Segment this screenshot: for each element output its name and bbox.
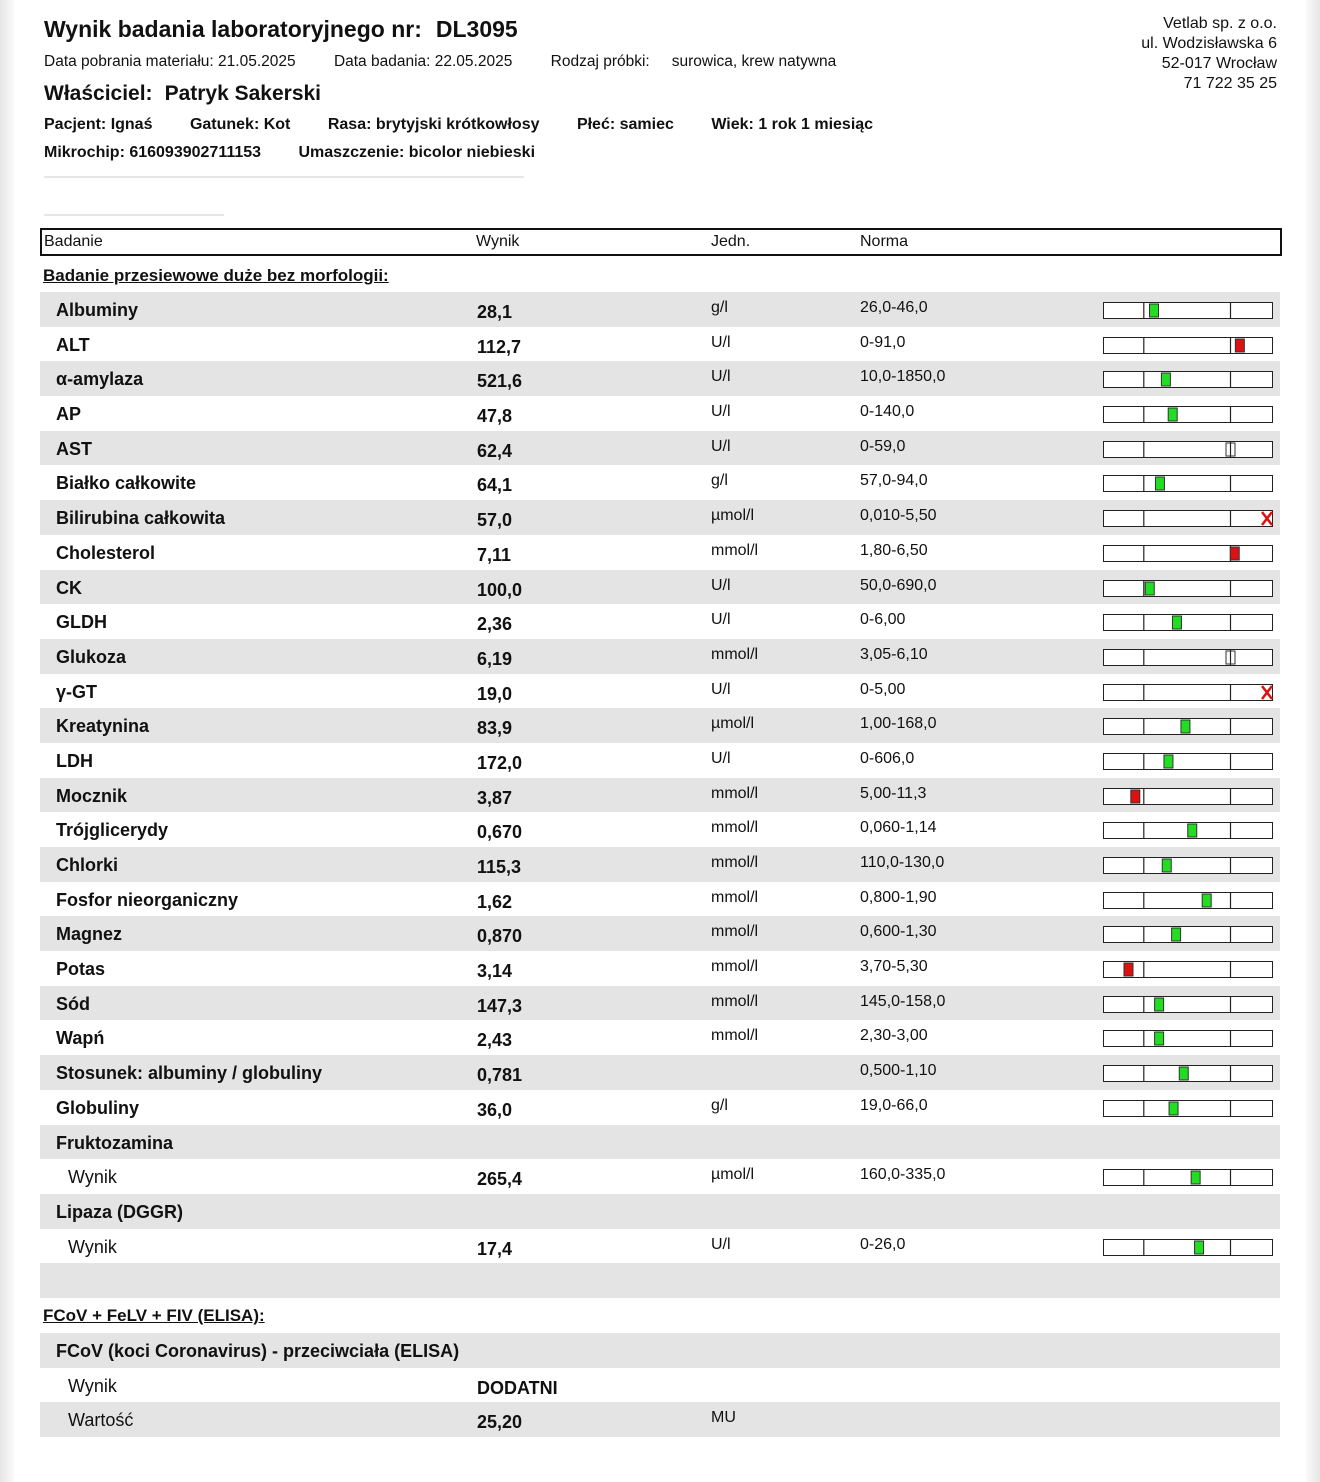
test-name: Albuminy [56,300,139,320]
column-unit: Jedn. [711,233,751,250]
test-name: Cholesterol [56,542,156,563]
test-norm: 1,80-6,50 [860,541,928,559]
test-unit: U/l [711,1235,731,1253]
test-result: 64,1 [477,475,513,496]
test-unit: U/l [711,576,731,594]
result-row [40,1055,1280,1090]
test-result: 1,62 [477,891,513,912]
test-result: 6,19 [477,648,513,669]
result-row [40,604,1280,639]
column-test: Badanie [44,233,103,250]
test-result: 2,43 [477,1030,513,1051]
test-name: Białko całkowite [56,473,197,494]
result-row [40,639,1280,674]
sample-type-value: surowica, krew natywna [671,53,837,70]
range-gauge [1103,475,1273,492]
value-marker [1181,720,1190,733]
value-marker [1230,547,1239,560]
test-name: Mocznik [56,785,128,806]
result-row [40,535,1280,570]
range-gauge [1103,545,1273,562]
test-norm: 0,600-1,30 [860,923,937,941]
test-name: Wynik [68,1236,117,1257]
result-row [40,882,1280,917]
patient-coat: Umaszczenie: bicolor niebieski [298,144,536,161]
gauge-frame [1104,407,1273,423]
section-title-screening: Badanie przesiewowe duże bez morfologii: [43,266,389,285]
lab-name: Vetlab sp. z o.o. [1163,15,1277,32]
test-norm: 3,05-6,10 [860,645,928,663]
test-norm: 19,0-66,0 [860,1096,928,1114]
test-result: 25,20 [477,1412,523,1433]
test-unit: mmol/l [711,819,759,837]
result-row [40,396,1280,431]
value-marker [1131,790,1140,803]
test-norm: 1,00-168,0 [860,715,937,733]
test-name: Fruktozamina [56,1132,174,1153]
patient-breed: Rasa: brytyjski krótkowłosy [327,116,540,133]
result-row [40,708,1280,743]
value-marker [1164,755,1173,768]
test-name: Lipaza (DGGR) [56,1201,184,1222]
test-result: 521,6 [477,371,523,392]
range-gauge [1103,1239,1273,1256]
range-gauge [1103,892,1273,909]
range-gauge [1103,649,1273,666]
test-result: 3,14 [477,961,513,982]
result-row [40,327,1280,362]
patient-name: Pacjent: Ignaś [44,116,153,133]
test-result: 172,0 [477,752,523,773]
test-unit: mmol/l [711,923,759,941]
patient-age: Wiek: 1 rok 1 miesiąc [711,116,874,133]
value-marker [1150,304,1159,317]
test-name: Globuliny [56,1097,139,1118]
test-result: 19,0 [477,683,513,704]
test-result: 2,36 [477,614,513,635]
test-name: FCoV (koci Coronavirus) - przeciwciała (ELISA) [56,1341,460,1361]
test-result: 265,4 [477,1169,523,1190]
report-meta [44,51,924,73]
test-name: Chlorki [56,855,119,875]
result-row [40,361,1280,396]
gauge-frame [1104,1100,1273,1116]
test-name: γ-GT [56,681,98,702]
test-name: AST [56,438,92,459]
range-gauge [1103,580,1273,597]
exam-date: Data badania: 22.05.2025 [333,53,513,70]
test-result: 28,1 [477,302,513,322]
test-norm: 3,70-5,30 [860,958,928,976]
value-marker [1188,824,1197,837]
result-row [40,743,1280,778]
test-name: AP [56,404,82,425]
report-header [44,14,924,167]
range-gauge [1103,441,1273,458]
value-marker [1191,1171,1200,1184]
range-gauge [1103,406,1273,423]
test-result: DODATNI [477,1377,558,1398]
elisa-table [40,1333,1280,1437]
gauge-frame [1104,892,1273,908]
value-marker [1161,373,1170,386]
elisa-result-row [40,1402,1280,1437]
column-norm: Norma [860,233,909,250]
test-unit: mmol/l [711,888,759,906]
test-name: Sód [56,993,90,1014]
gauge-frame [1104,372,1273,388]
value-marker [1179,1067,1188,1080]
test-unit: g/l [711,299,728,316]
test-norm: 57,0-94,0 [860,472,928,490]
page-edge-left [0,0,14,1482]
result-row [40,431,1280,466]
gauge-frame [1104,476,1273,492]
elisa-group-row [40,1333,1280,1368]
gauge-frame [1104,337,1273,353]
test-result: 57,0 [477,510,513,531]
lab-city: 52-017 Wrocław [1161,55,1277,72]
patient-species: Gatunek: Kot [189,116,291,133]
range-gauge [1103,510,1273,527]
test-unit: µmol/l [711,1166,754,1184]
range-gauge [1103,1065,1273,1082]
test-result: 47,8 [477,406,513,427]
test-result: 3,87 [477,787,513,808]
test-name: ALT [56,334,90,355]
range-gauge [1103,926,1273,943]
result-row [40,292,1280,327]
result-row [40,1229,1280,1264]
collection-date: Data pobrania materiału: 21.05.2025 [44,53,296,70]
result-row [40,1090,1280,1125]
results-table [40,292,1280,1298]
test-result: 36,0 [477,1099,513,1120]
value-marker [1169,1102,1178,1115]
range-gauge [1103,302,1273,319]
report-number: DL3095 [435,16,518,42]
test-norm: 0,060-1,14 [860,819,937,837]
gauge-frame [1104,1239,1273,1255]
test-name: GLDH [56,612,107,633]
gauge-frame [1104,303,1273,319]
gauge-frame [1104,753,1273,769]
range-gauge [1103,337,1273,354]
result-row [40,812,1280,847]
range-gauge [1103,788,1273,805]
test-norm: 5,00-11,3 [860,784,927,802]
test-name: Glukoza [56,646,127,667]
patient-sex: Płeć: samiec [576,116,674,133]
test-norm: 110,0-130,0 [860,854,945,871]
test-name: Wartość [68,1410,134,1431]
group-row [40,1194,1280,1229]
result-row [40,465,1280,500]
page-edge-right [1306,0,1320,1482]
range-gauge [1103,718,1273,735]
test-name: α-amylaza [56,369,144,390]
owner-name: Patryk Sakerski [164,82,322,105]
gauge-frame [1104,511,1273,527]
test-name: Wapń [56,1028,105,1049]
gauge-frame [1104,858,1273,874]
test-unit: U/l [711,333,731,351]
value-marker [1145,582,1154,595]
range-gauge [1103,1169,1273,1186]
value-marker [1155,477,1164,490]
range-gauge [1103,371,1273,388]
sample-type-label: Rodzaj próbki: [550,53,650,70]
range-gauge [1103,614,1273,631]
result-row [40,570,1280,605]
column-header [40,228,1282,256]
gauge-frame [1104,580,1273,596]
test-unit: mmol/l [711,854,759,871]
result-row [40,847,1280,882]
gauge-frame [1104,1031,1273,1047]
test-unit: MU [711,1409,736,1427]
test-name: Wynik [68,1167,117,1188]
test-name: LDH [56,750,93,771]
gauge-frame [1104,927,1273,943]
test-unit: U/l [711,749,731,767]
value-marker [1162,859,1171,872]
test-norm: 10,0-1850,0 [860,368,946,386]
result-row [40,674,1280,709]
test-name: Wynik [68,1375,117,1396]
test-norm: 0-6,00 [860,611,906,629]
gauge-frame [1104,441,1273,457]
test-result: 0,781 [477,1065,523,1086]
elisa-result-row [40,1368,1280,1403]
test-unit: U/l [711,680,731,698]
range-gauge [1103,996,1273,1013]
test-name: Bilirubina całkowita [56,508,226,529]
test-norm: 0-91,0 [860,333,906,351]
gauge-frame [1104,1170,1273,1186]
test-norm: 2,30-3,00 [860,1027,928,1045]
test-norm: 145,0-158,0 [860,992,946,1010]
patient-info-2 [44,139,924,167]
range-gauge [1103,1030,1273,1047]
redacted-line [44,176,524,178]
result-row [40,951,1280,986]
test-unit: mmol/l [711,784,759,802]
test-unit: U/l [711,437,731,455]
result-row [40,1020,1280,1055]
range-gauge [1103,684,1273,701]
test-norm: 0-606,0 [860,749,915,767]
test-unit: mmol/l [711,645,759,663]
value-marker [1155,998,1164,1011]
test-result: 0,670 [477,822,523,843]
value-marker [1202,894,1211,907]
test-norm: 0-59,0 [860,437,906,455]
test-result: 62,4 [477,440,513,461]
lab-street: ul. Wodzisławska 6 [1141,35,1277,52]
test-result: 83,9 [477,718,513,739]
test-norm: 0,500-1,10 [860,1062,937,1080]
report-title-label: Wynik badania laboratoryjnego nr: [44,16,422,42]
test-result: 7,11 [477,544,512,565]
owner [44,77,924,111]
result-row [40,1159,1280,1194]
owner-label: Właściciel: [44,82,153,105]
test-result: 115,3 [477,857,522,877]
test-unit: µmol/l [711,715,754,733]
patient-microchip: Mikrochip: 616093902711153 [44,144,262,161]
test-name: CK [56,577,82,598]
test-unit: U/l [711,368,731,386]
result-row [40,778,1280,813]
test-unit: g/l [711,1096,728,1114]
test-result: 17,4 [477,1238,513,1259]
range-gauge [1103,857,1273,874]
value-marker [1155,1032,1164,1045]
lab-phone: 71 722 35 25 [1183,75,1277,92]
test-norm: 0,010-5,50 [860,507,937,525]
gauge-frame [1104,996,1273,1012]
range-gauge [1103,1100,1273,1117]
test-unit: mmol/l [711,1027,759,1045]
test-name: Kreatynina [56,716,150,737]
result-row [40,1263,1280,1298]
test-unit: mmol/l [711,958,759,976]
value-marker [1172,928,1181,941]
test-result: 0,870 [477,926,523,947]
test-unit: U/l [711,403,731,421]
test-name: Fosfor nieorganiczny [56,889,239,910]
patient-info [44,111,924,139]
test-unit: g/l [711,472,728,490]
test-name: Trójglicerydy [56,820,169,841]
value-marker [1195,1241,1204,1254]
value-marker [1235,339,1244,352]
gauge-frame [1104,684,1273,700]
result-row [40,500,1280,535]
test-unit: µmol/l [711,507,754,525]
value-marker [1168,408,1177,421]
group-row [40,1125,1280,1160]
test-norm: 26,0-46,0 [860,299,928,316]
lab-address [1141,14,1277,94]
test-norm: 50,0-690,0 [860,576,937,594]
test-norm: 0,800-1,90 [860,888,937,906]
test-norm: 0-140,0 [860,403,915,421]
gauge-frame [1104,615,1273,631]
result-row [40,986,1280,1021]
gauge-frame [1104,649,1273,665]
test-norm: 0-26,0 [860,1235,906,1253]
test-name: Potas [56,959,106,980]
test-result: 112,7 [477,336,522,357]
test-name: Stosunek: albuminy / globuliny [56,1063,323,1084]
range-gauge [1103,961,1273,978]
value-marker [1172,616,1181,629]
test-unit: mmol/l [711,992,759,1010]
redacted-line [44,214,224,216]
column-result: Wynik [476,233,520,250]
report-title [44,14,924,44]
test-norm: 0-5,00 [860,680,906,698]
test-norm: 160,0-335,0 [860,1166,946,1184]
range-gauge [1103,753,1273,770]
test-unit: U/l [711,611,731,629]
test-result: 100,0 [477,579,523,600]
test-name: Magnez [56,924,123,945]
test-unit: mmol/l [711,541,759,559]
gauge-frame [1104,788,1273,804]
test-result: 147,3 [477,995,523,1016]
value-marker [1124,963,1133,976]
result-row [40,916,1280,951]
section-title-elisa: FCoV + FeLV + FIV (ELISA): [43,1306,265,1325]
range-gauge [1103,822,1273,839]
gauge-frame [1104,545,1273,561]
